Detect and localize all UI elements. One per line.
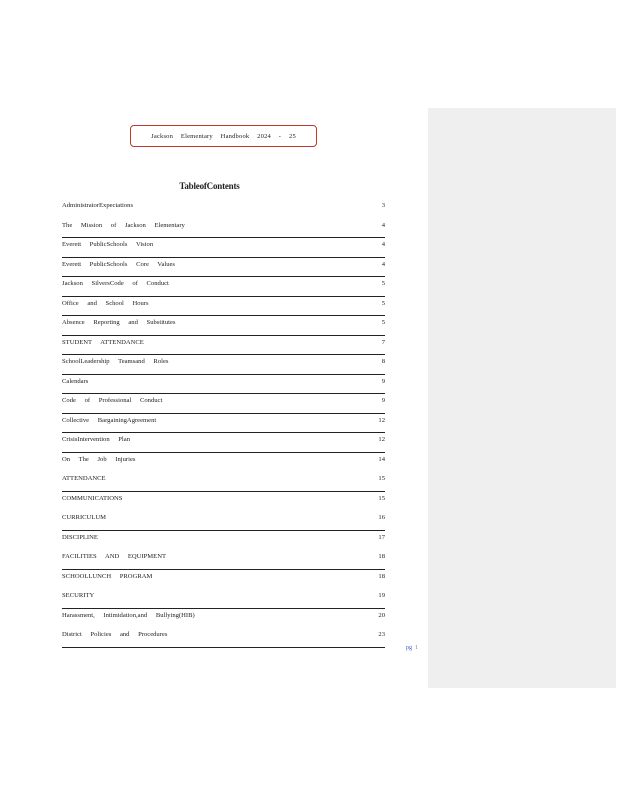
toc-entry[interactable] <box>62 609 385 629</box>
toc-entry-page: 18 <box>378 553 385 560</box>
toc-entry[interactable] <box>62 570 385 590</box>
page-marker-icon: pg <box>406 645 412 651</box>
toc-entry[interactable] <box>62 414 385 434</box>
toc-entry-label: Calendars <box>62 377 89 385</box>
toc-entry-label: CrisisIntervention Plan <box>62 436 130 443</box>
toc-entry-page: 4 <box>381 241 385 248</box>
toc-entry-label: Absence Reporting and Substitutes <box>62 319 176 326</box>
toc-entry-page: 5 <box>381 299 385 307</box>
comment-pane <box>428 108 616 688</box>
toc-entry-label: ATTENDANCE <box>62 475 106 482</box>
toc-entry-page: 17 <box>378 533 385 541</box>
toc-entry-label: SECURITY <box>62 592 95 599</box>
toc-entry-page: 9 <box>381 397 385 404</box>
toc-entry[interactable] <box>62 589 385 609</box>
toc-entry-page: 15 <box>378 475 385 482</box>
toc-entry[interactable] <box>62 355 385 375</box>
toc-entry-label: FACILITIES AND EQUIPMENT <box>62 553 166 560</box>
toc-entry[interactable] <box>62 238 385 258</box>
page-marker <box>406 645 418 651</box>
toc-entry[interactable] <box>62 219 385 239</box>
toc-entry-label: CURRICULUM <box>62 514 106 521</box>
toc-title: TableofContents <box>179 181 240 191</box>
toc-entry-page: 16 <box>378 514 385 521</box>
toc-entry-page: 5 <box>381 280 385 287</box>
toc-entry-label: SchoolLeadership Teamsand Roles <box>62 358 169 365</box>
toc-entry-page: 14 <box>378 455 385 463</box>
toc-entry-page: 9 <box>381 377 385 385</box>
toc-entry-label: District Policies and Procedures <box>62 631 168 638</box>
toc-entry[interactable] <box>62 297 385 317</box>
toc-entry[interactable] <box>62 550 385 570</box>
toc-entry-label: Office and School Hours <box>62 299 149 307</box>
toc-entry[interactable] <box>62 628 385 648</box>
toc-entry-label: Collective BargainingAgreement <box>62 416 157 424</box>
toc-entry-page: 12 <box>378 436 385 443</box>
toc-entry-label: Everett PublicSchools Core Values <box>62 260 175 268</box>
toc-entry-label: Harassment, Intimidation,and Bullying(HIB) <box>62 611 195 619</box>
toc-entry-page: 4 <box>381 260 385 268</box>
toc-entry[interactable] <box>62 472 385 492</box>
header-text: Jackson Elementary Handbook 2024 - 25 <box>151 132 296 140</box>
toc-entry-page: 12 <box>378 416 385 424</box>
toc-entry-label: STUDENT ATTENDANCE <box>62 338 144 346</box>
toc-entry[interactable] <box>62 199 385 219</box>
toc-entry-label: SCHOOLLUNCH PROGRAM <box>62 572 153 580</box>
toc-entry-page: 5 <box>381 319 385 326</box>
toc-entry[interactable] <box>62 511 385 531</box>
toc-entry[interactable] <box>62 336 385 356</box>
page-number: 1 <box>415 645 418 651</box>
toc-entry[interactable] <box>62 453 385 473</box>
toc-entry[interactable] <box>62 258 385 278</box>
toc-entry-label: On The Job Injuries <box>62 455 136 463</box>
toc-entry-label: Code of Professional Conduct <box>62 397 163 404</box>
toc-entry-label: AdministratorExpectations <box>62 202 134 209</box>
toc-entry-label: Jackson SilversCode of Conduct <box>62 280 169 287</box>
toc-entry-page: 4 <box>381 221 385 229</box>
toc-entry-page: 8 <box>381 358 385 365</box>
toc-entry[interactable] <box>62 277 385 297</box>
toc-entry[interactable] <box>62 433 385 453</box>
toc-entry-page: 3 <box>381 202 385 209</box>
table-of-contents <box>62 199 385 648</box>
toc-entry-label: Everett PublicSchools Vision <box>62 241 154 248</box>
toc-entry-label: The Mission of Jackson Elementary <box>62 221 185 229</box>
toc-entry-page: 23 <box>378 631 385 638</box>
header-box <box>130 125 317 147</box>
toc-entry[interactable] <box>62 492 385 512</box>
toc-entry[interactable] <box>62 531 385 551</box>
toc-entry-label: COMMUNICATIONS <box>62 494 123 502</box>
toc-entry-page: 7 <box>381 338 385 346</box>
toc-entry[interactable] <box>62 316 385 336</box>
toc-entry[interactable] <box>62 394 385 414</box>
toc-entry-page: 15 <box>378 494 385 502</box>
toc-entry-page: 20 <box>378 611 385 619</box>
toc-entry-label: DISCIPLINE <box>62 533 98 541</box>
toc-entry[interactable] <box>62 375 385 395</box>
toc-entry-page: 18 <box>378 572 385 580</box>
toc-entry-page: 19 <box>378 592 385 599</box>
